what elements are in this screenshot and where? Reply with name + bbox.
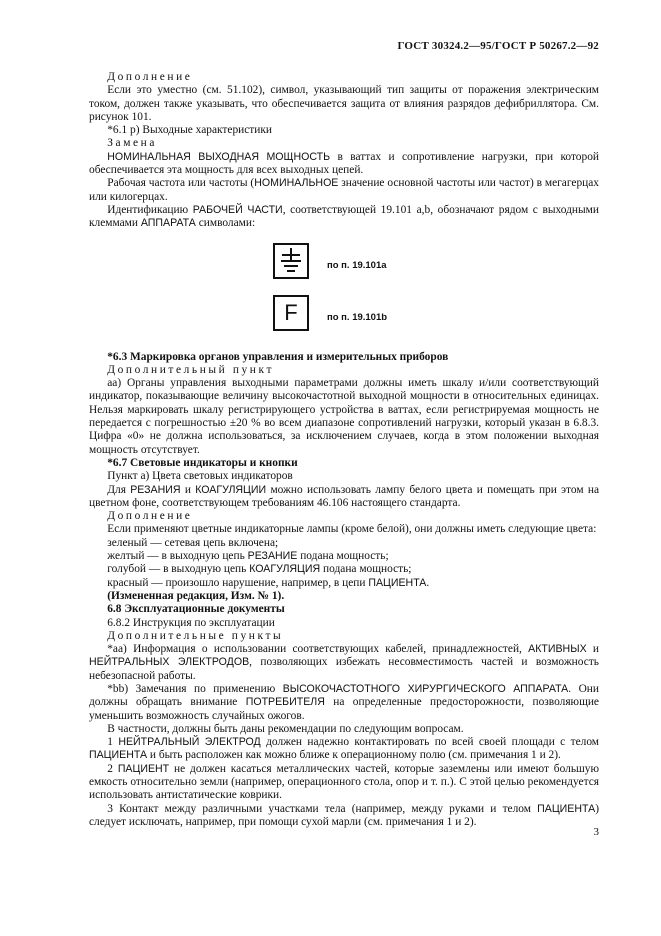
symbol-label-b: по п. 19.101b xyxy=(327,311,388,323)
replacement-label: Замена xyxy=(107,137,158,150)
list-item: красный — произошло нарушение, например, в цепи ПАЦИЕНТА. xyxy=(107,576,430,589)
paragraph: Рабочая частота или частоты (НОМИНАЛЬНОЕ значение основной частоты или частот) в мегагерцах или килогерцах. xyxy=(89,177,599,203)
page-number: 3 xyxy=(593,826,599,838)
ground-symbol-icon xyxy=(273,243,309,279)
paragraph: Если применяют цветные индикаторные лампы (кроме белой), они должны иметь следующие цвета: xyxy=(107,523,597,536)
addendum-label: Дополнение xyxy=(107,71,193,83)
list-item: 2 ПАЦИЕНТ не должен касаться металлических частей, которые заземлены или имеют большую емкость относительно земли (например, операционного стола, опор и т. п.). С этой целью рекомендуется использовать антистатические коврики. xyxy=(89,762,600,802)
f-letter: F xyxy=(284,299,298,325)
list-item: 1 НЕЙТРАЛЬНЫЙ ЭЛЕКТРОД должен надежно контактировать по всей своей площади с телом ПАЦИЕНТА и быть расположен как можно ближе к операционному полю (см. примечания 1 и 2). xyxy=(89,736,600,762)
paragraph: аа) Органы управления выходными параметрами должны иметь шкалу и/или соответствующий индикатор, показывающие величину высокочастотной выходной мощности в относительных единицах. Нельзя маркировать шкалу регистрирующего устройства в ваттах, если регистрируемая мощность не передается с погрешностью ±20 % во всем диапазоне сопротивлений нагрузки, который указан в 6.8.3. Цифра «0» не должна использоваться, за исключением случаев, когда в этом положении выходная мощность отсутствует. xyxy=(89,377,599,456)
paragraph: НОМИНАЛЬНАЯ ВЫХОДНАЯ МОЩНОСТЬ в ваттах и сопротивление нагрузки, при которой обеспечивается эта мощность для всех выходных цепей. xyxy=(89,150,599,177)
additional-clause-label: Дополнительный пункт xyxy=(107,363,275,376)
paragraph: *bb) Замечания по применению ВЫСОКОЧАСТОТНОГО ХИРУРГИЧЕСКОГО АППАРАТА. Они должны обращать внимание ПОТРЕБИТЕЛЯ на определенные предосторожности, позволяющие уменьшить возможность случайных ожогов. xyxy=(89,682,599,722)
page-body xyxy=(89,71,599,829)
paragraph: Идентификацию РАБОЧЕЙ ЧАСТИ, соответствующей 19.101 a,b, обозначают рядом с выходными клеммами АППАРАТА символами: xyxy=(89,203,599,230)
paragraph: Если это уместно (см. 51.102), символ, указывающий тип защиты от поражения электрическим током, должен также указывать, что обеспечивается защита от влияния разрядов дефибриллятора. См. рисунок 101. xyxy=(89,84,599,123)
symbol-label-a: по п. 19.101а xyxy=(327,259,387,271)
list-item: голубой — в выходную цепь КОАГУЛЯЦИЯ подана мощность; xyxy=(107,563,412,576)
section-heading: *6.3 Маркировка органов управления и измерительных приборов xyxy=(107,350,449,363)
list-item: зеленый — сетевая цепь включена; xyxy=(107,536,279,549)
paragraph: Для РЕЗАНИЯ и КОАГУЛЯЦИИ можно использовать лампу белого цвета и помещать при этом на цветном фоне, соответствующем требованиям 46.106 настоящего стандарта. xyxy=(89,483,599,509)
list-item: желтый — в выходную цепь РЕЗАНИЕ подана мощность; xyxy=(107,550,389,563)
paragraph: *аа) Информация о использовании соответствующих кабелей, принадлежностей, АКТИВНЫХ и НЕЙТРАЛЬНЫХ ЭЛЕКТРОДОВ, позволяющих избежать несовместимость частей и возможность небезопасной работы. xyxy=(89,643,599,682)
subsection-title: 6.8.2 Инструкция по эксплуатации xyxy=(107,616,275,629)
paragraph: В частности, должны быть даны рекомендации по следующим вопросам. xyxy=(107,722,464,735)
section-heading: *6.7 Световые индикаторы и кнопки xyxy=(107,456,298,469)
paragraph: Пункт а) Цвета световых индикаторов xyxy=(107,470,293,483)
amendment-note: (Измененная редакция, Изм. № 1). xyxy=(107,589,285,602)
additional-clauses-label: Дополнительные пункты xyxy=(107,629,284,642)
symbols-figure xyxy=(89,231,599,351)
f-symbol-icon xyxy=(273,295,309,331)
addendum-label: Дополнение xyxy=(107,510,193,523)
section-heading: 6.8 Эксплуатационные документы xyxy=(107,603,285,616)
document-header: ГОСТ 30324.2—95/ГОСТ Р 50267.2—92 xyxy=(397,40,599,52)
list-item: 3 Контакт между различными участками тела (например, между руками и телом ПАЦИЕНТА) следует исключать, например, при помощи сухой марли (см. примечания 1 и 2). xyxy=(89,802,599,828)
subsection-title: *6.1 р) Выходные характеристики xyxy=(107,124,272,137)
